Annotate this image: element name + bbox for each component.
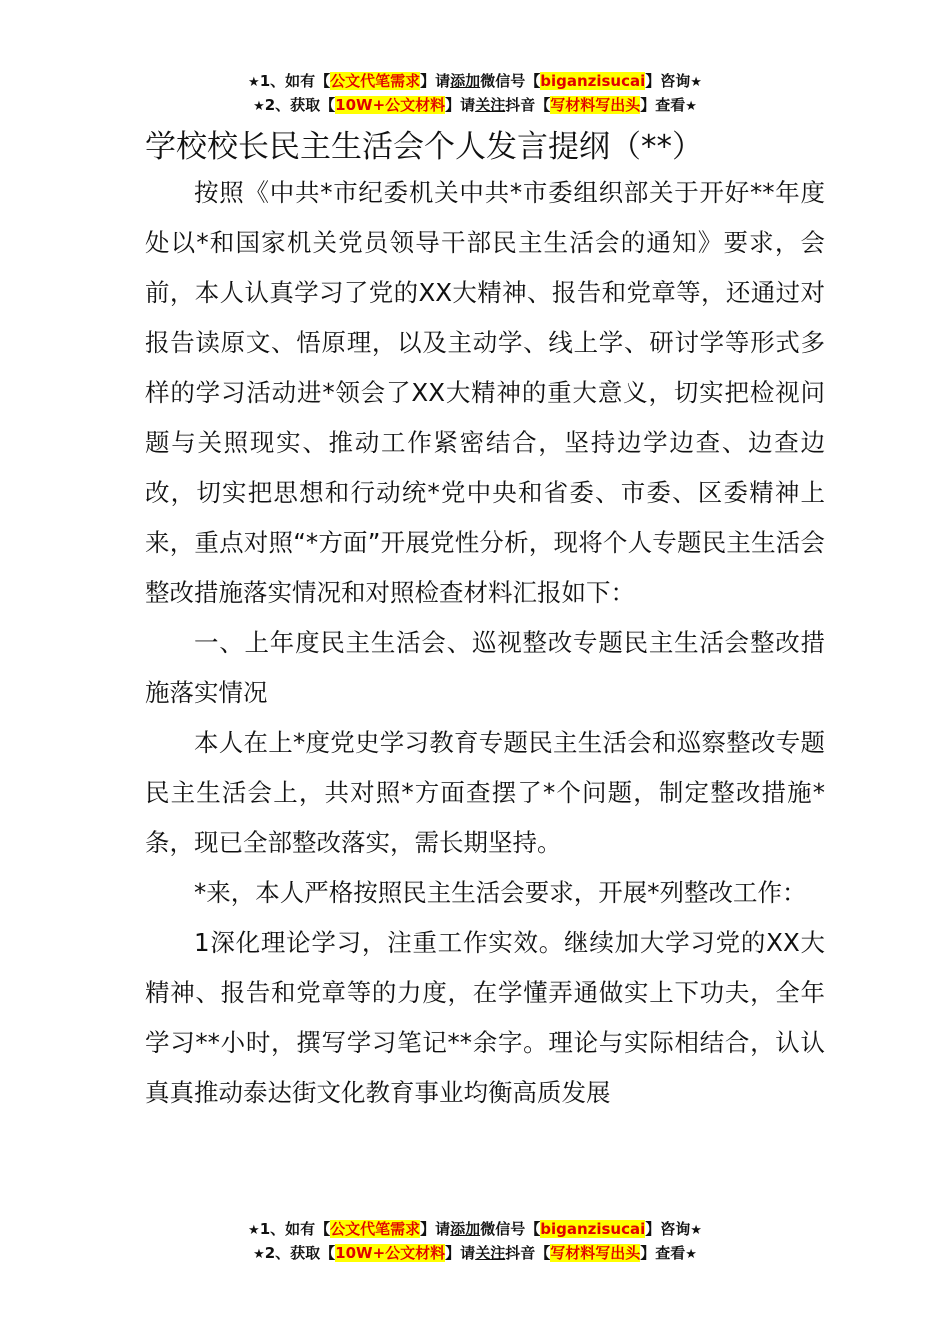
- paragraph: *来，本人严格按照民主生活会要求，开展*列整改工作：: [194, 878, 807, 907]
- promo-line-1: ★1、如有【公文代笔需求】请添加微信号【biganzisucai】咨询★: [248, 1220, 702, 1238]
- star-icon: ★: [690, 1223, 702, 1238]
- star-icon: ★: [685, 1247, 697, 1262]
- star-icon: ★: [248, 1223, 260, 1238]
- douyin-account: 写材料写出头: [550, 96, 641, 114]
- star-icon: ★: [253, 99, 265, 114]
- highlight-text: 公文代笔需求: [330, 1220, 421, 1238]
- star-icon: ★: [253, 1247, 265, 1262]
- promo-line-1: ★1、如有【公文代笔需求】请添加微信号【biganzisucai】咨询★: [248, 72, 702, 90]
- wechat-id: biganzisucai: [540, 72, 646, 90]
- promo-banner-bottom: [0, 1218, 950, 1266]
- promo-line-2: ★2、获取【10W+公文材料】请关注抖音【写材料写出头】查看★: [253, 1244, 697, 1262]
- star-icon: ★: [248, 75, 260, 90]
- highlight-text: 公文代笔需求: [330, 72, 421, 90]
- section-heading: 一、上年度民主生活会、巡视整改专题民主生活会整改措施落实情况: [145, 628, 825, 707]
- star-icon: ★: [690, 75, 702, 90]
- highlight-text: 10W+公文材料: [335, 1244, 446, 1262]
- promo-line-2: ★2、获取【10W+公文材料】请关注抖音【写材料写出头】查看★: [253, 96, 697, 114]
- document-body: [145, 168, 825, 1118]
- paragraph: 1深化理论学习，注重工作实效。继续加大学习党的XX大精神、报告和党章等的力度，在学懂弄通做实上下功夫，全年学习**小时，撰写学习笔记**余字。理论与实际相结合，认认真真推动泰达街文化教育事业均衡高质发展: [145, 928, 825, 1107]
- document-title: 学校校长民主生活会个人发言提纲（**）: [145, 129, 703, 165]
- paragraph: 按照《中共*市纪委机关中共*市委组织部关于开好**年度处以*和国家机关党员领导干部民主生活会的通知》要求，会前，本人认真学习了党的XX大精神、报告和党章等，还通过对报告读原文、悟原理，以及主动学、线上学、研讨学等形式多样的学习活动进*领会了XX大精神的重大意义，切实把检视问题与关照现实、推动工作紧密结合，坚持边学边查、边查边改，切实把思想和行动统*党中央和省委、市委、区委精神上来，重点对照“*方面”开展党性分析，现将个人专题民主生活会整改措施落实情况和对照检查材料汇报如下：: [145, 178, 825, 607]
- promo-banner-top: [0, 70, 950, 118]
- wechat-id: biganzisucai: [540, 1220, 646, 1238]
- highlight-text: 10W+公文材料: [335, 96, 446, 114]
- paragraph: 本人在上*度党史学习教育专题民主生活会和巡察整改专题民主生活会上，共对照*方面查摆了*个问题，制定整改措施*条，现已全部整改落实，需长期坚持。: [145, 728, 825, 857]
- douyin-account: 写材料写出头: [550, 1244, 641, 1262]
- star-icon: ★: [685, 99, 697, 114]
